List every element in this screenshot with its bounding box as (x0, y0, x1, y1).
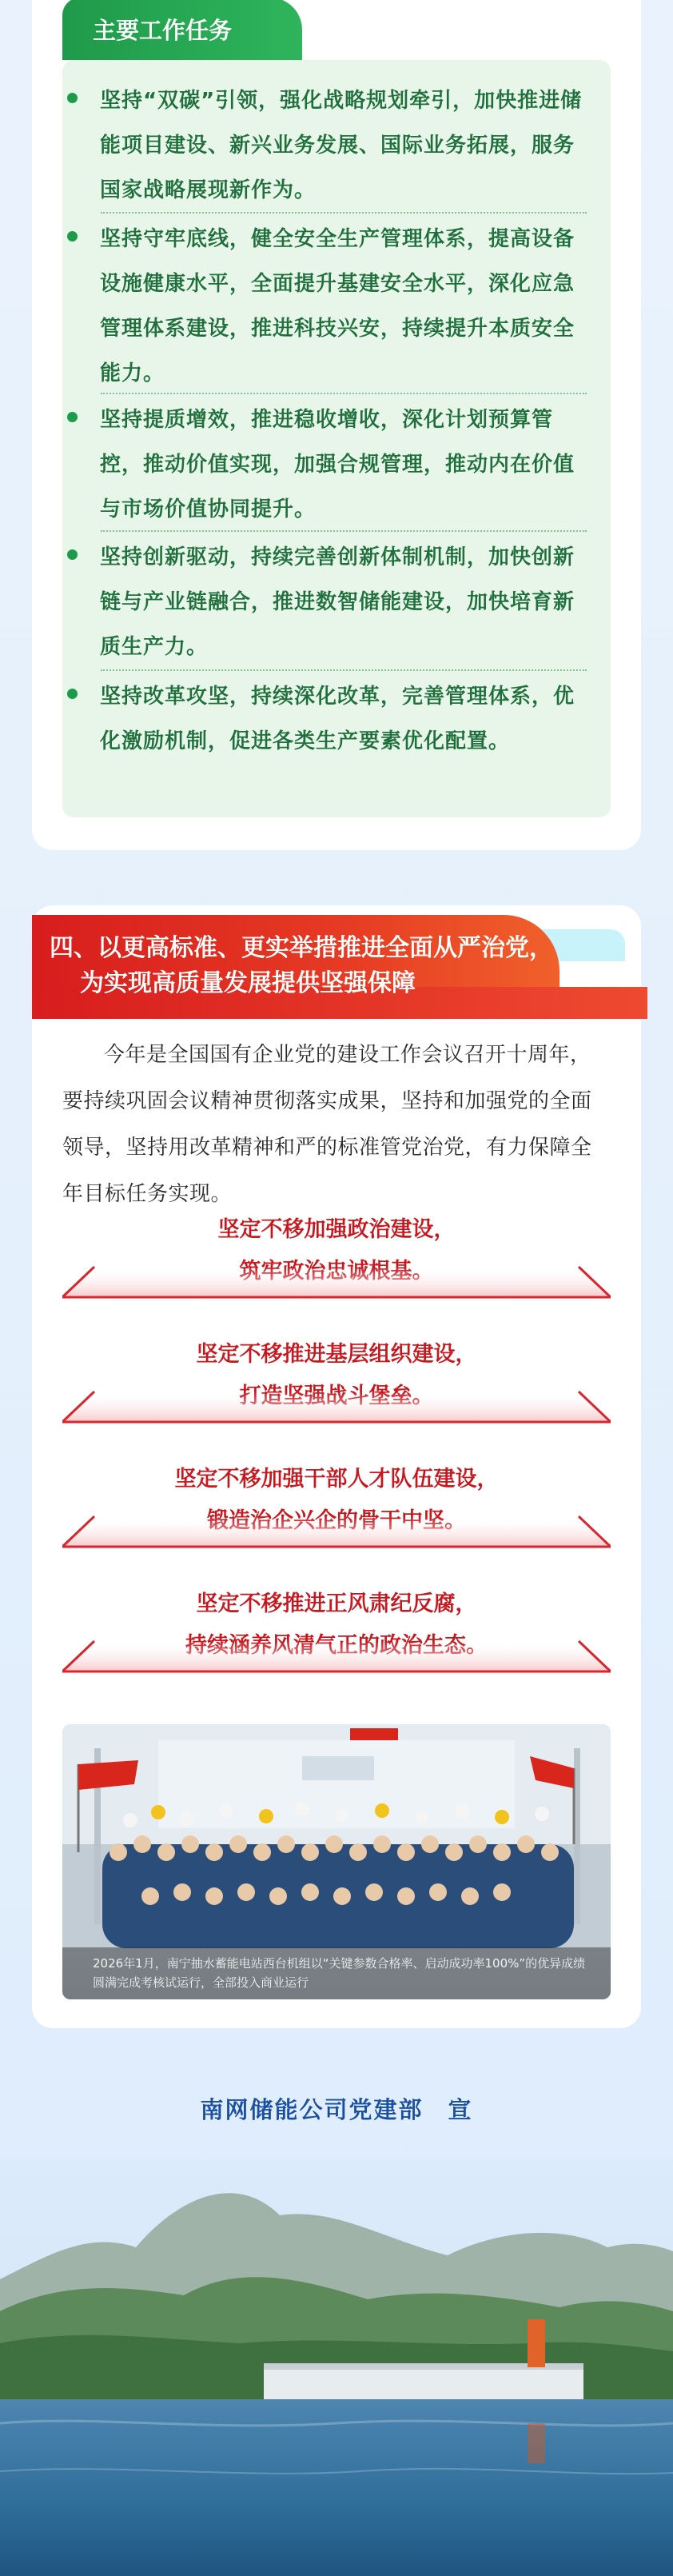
task-text: 坚持“双碳”引领，强化战略规划牵引，加快推进储能项目建设、新兴业务发展、国际业务拓展，服务国家战略展现新作为。 (100, 89, 583, 202)
divider (101, 669, 587, 671)
task-text: 坚持创新驱动，持续完善创新体制机制，加快创新链与产业链融合，推进数智储能建设，加快培育新质生产力。 (100, 545, 575, 659)
task-text: 坚持改革攻坚，持续深化改革，完善管理体系，优化激励机制，促进各类生产要素优化配置。 (100, 685, 575, 753)
slogan-block (62, 1459, 611, 1563)
section-intro: 今年是全国国有企业党的建设工作会议召开十周年，要持续巩固会议精神贯彻落实成果，坚持和加强党的全面领导，坚持用改革精神和严的标准管党治党，有力保障全年目标任务实现。 (62, 1043, 592, 1206)
divider (101, 393, 587, 394)
footer-credit: 南网储能公司党建部 宣 (200, 2096, 473, 2123)
slogan-ribbon-graphic (62, 1513, 611, 1553)
task-item (62, 78, 598, 213)
section-four-card (32, 905, 641, 2028)
bullet-dot-icon (67, 231, 78, 242)
task-item (62, 674, 598, 764)
task-text: 坚持提质增效，推进稳收增收，深化计划预算管控，推动价值实现，加强合规管理，推动内在价值与市场价值协同提升。 (100, 408, 575, 521)
divider (101, 530, 587, 532)
bullet-dot-icon (67, 93, 78, 103)
slogan-ribbon-graphic (62, 1638, 611, 1678)
slogan-block (62, 1334, 611, 1438)
bullet-dot-icon (67, 549, 78, 560)
tasks-card (32, 0, 641, 850)
reservoir-scenery-illustration (0, 2159, 673, 2576)
section-title-line1: 四、以更高标准、更实举措推进全面从严治党， (50, 934, 553, 962)
photo-caption: 2026年1月，南宁抽水蓄能电站西台机组以“关键参数合格率、启动成功率100%”的优异成绩圆满完成考核试运行，全部投入商业运行 (62, 1947, 611, 1999)
group-photo (62, 1724, 611, 1999)
slogan-ribbon-graphic (62, 1264, 611, 1304)
divider (101, 212, 587, 214)
bullet-dot-icon (67, 412, 78, 422)
task-item (62, 535, 598, 669)
task-item (62, 217, 598, 396)
slogan-block (62, 1584, 611, 1687)
section-title-line2: 为实现高质量发展提供坚强保障 (80, 969, 416, 997)
task-item (62, 397, 598, 532)
slogan-ribbon-graphic (62, 1388, 611, 1428)
task-text: 坚持守牢底线，健全安全生产管理体系，提高设备设施健康水平，全面提升基建安全水平，深化应急管理体系建设，推进科技兴安，持续提升本质安全能力。 (100, 227, 575, 385)
section-banner (32, 915, 647, 1019)
slogan-line1: 坚定不移加强干部人才队伍建设， (174, 1467, 499, 1492)
slogan-block (62, 1209, 611, 1313)
bullet-dot-icon (67, 689, 78, 699)
slogan-line1: 坚定不移加强政治建设， (217, 1217, 456, 1242)
tasks-tag: 主要工作任务 (62, 0, 302, 60)
slogan-line1: 坚定不移推进正风肃纪反腐， (196, 1592, 477, 1616)
slogan-line1: 坚定不移推进基层组织建设， (196, 1342, 477, 1367)
section-title (50, 931, 609, 1001)
